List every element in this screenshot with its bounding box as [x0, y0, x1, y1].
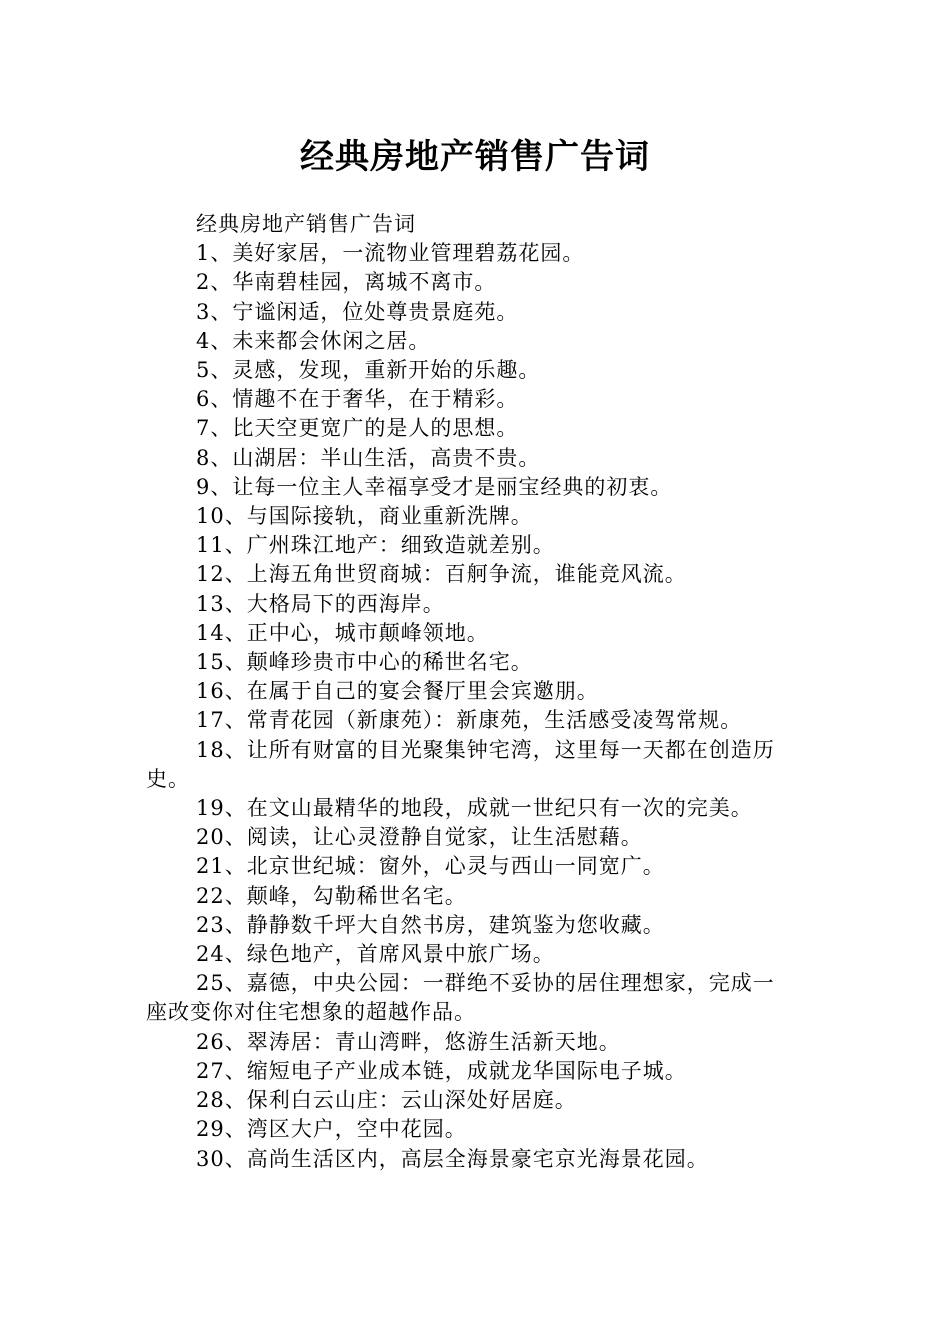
- slogan-item: 23、静静数千坪大自然书房，建筑鉴为您收藏。: [196, 912, 665, 937]
- slogan-item: 10、与国际接轨，商业重新洗牌。: [196, 504, 533, 529]
- slogan-item: 27、缩短电子产业成本链，成就龙华国际电子城。: [196, 1058, 687, 1083]
- slogan-item: 18、让所有财富的目光聚集钟宅湾，这里每一天都在创造历史。: [146, 737, 775, 791]
- slogan-item: 13、大格局下的西海岸。: [196, 591, 445, 616]
- slogan-item: 25、嘉德，中央公园：一群绝不妥协的居住理想家，完成一座改变你对住宅想象的超越作品。: [146, 971, 775, 1025]
- slogan-item: 1、美好家居，一流物业管理碧荔花园。: [196, 241, 585, 266]
- slogan-item: 2、华南碧桂园，离城不离市。: [196, 270, 497, 295]
- slogan-item: 26、翠涛居：青山湾畔，悠游生活新天地。: [196, 1029, 621, 1054]
- slogan-item: 4、未来都会休闲之居。: [196, 328, 431, 353]
- slogan-item: 7、比天空更宽广的是人的思想。: [196, 416, 519, 441]
- slogan-item: 24、绿色地产，首席风景中旅广场。: [196, 942, 555, 967]
- document-body: [146, 210, 786, 1174]
- slogan-item: 5、灵感，发现，重新开始的乐趣。: [196, 358, 541, 383]
- slogan-item: 15、颠峰珍贵市中心的稀世名宅。: [196, 650, 533, 675]
- slogan-item: 21、北京世纪城：窗外，心灵与西山一同宽广。: [196, 854, 665, 879]
- document-title: 经典房地产销售广告词: [300, 137, 650, 177]
- slogan-item: 29、湾区大户，空中花园。: [196, 1117, 467, 1142]
- slogan-item: 19、在文山最精华的地段，成就一世纪只有一次的完美。: [196, 796, 753, 821]
- slogan-item: 8、山湖居：半山生活，高贵不贵。: [196, 445, 541, 470]
- slogan-item: 9、让每一位主人幸福享受才是丽宝经典的初衷。: [196, 474, 673, 499]
- slogan-item: 12、上海五角世贸商城：百舸争流，谁能竞风流。: [196, 562, 687, 587]
- document-subtitle: 经典房地产销售广告词: [196, 212, 416, 236]
- slogan-item: 3、宁谧闲适，位处尊贵景庭苑。: [196, 299, 519, 324]
- slogan-item: 20、阅读，让心灵澄静自觉家，让生活慰藉。: [196, 825, 643, 850]
- slogan-item: 6、情趣不在于奢华，在于精彩。: [196, 387, 519, 412]
- slogan-item: 22、颠峰，勾勒稀世名宅。: [196, 883, 467, 908]
- slogan-item: 14、正中心，城市颠峰领地。: [196, 620, 489, 645]
- slogan-item: 30、高尚生活区内，高层全海景豪宅京光海景花园。: [196, 1146, 709, 1171]
- slogan-item: 17、常青花园（新康苑）：新康苑，生活感受凌驾常规。: [196, 708, 743, 733]
- slogan-item: 28、保利白云山庄：云山深处好居庭。: [196, 1088, 577, 1113]
- slogan-item: 11、广州珠江地产：细致造就差别。: [196, 533, 555, 558]
- slogan-item: 16、在属于自己的宴会餐厅里会宾邀朋。: [196, 679, 599, 704]
